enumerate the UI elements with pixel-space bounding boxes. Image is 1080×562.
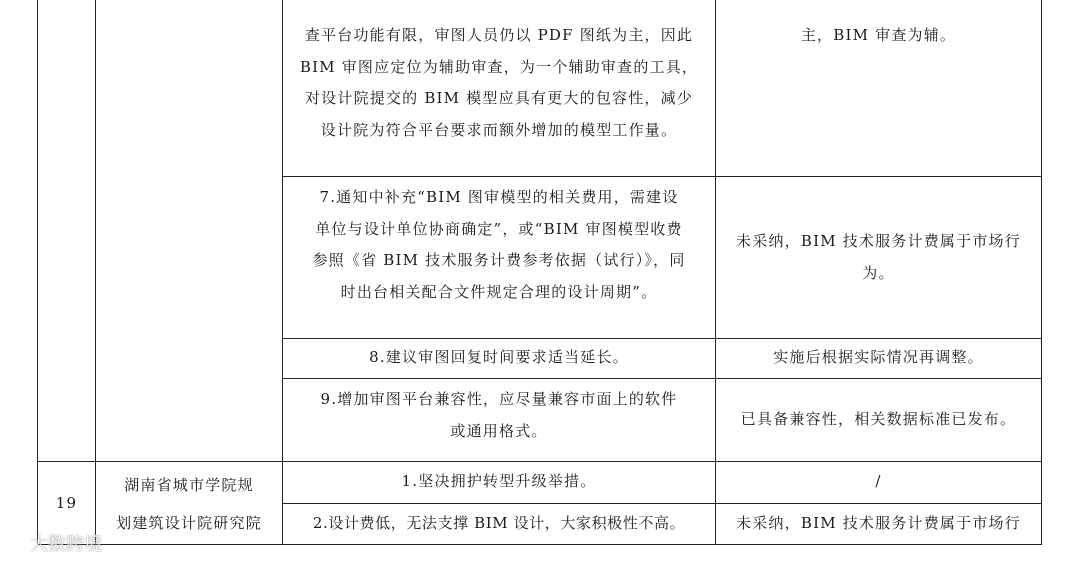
text-line: BIM 审图应定位为辅助审查，为一个辅助审查的工具， <box>299 57 699 76</box>
opinion-cell <box>283 182 715 308</box>
text-line: 9.增加审图平台兼容性，应尽量兼容市面上的软件 <box>320 390 678 408</box>
opinion-cell <box>283 384 715 447</box>
text-line: 未采纳，BIM 技术服务计费属于市场行 <box>736 232 1021 250</box>
text-line: 已具备兼容性，相关数据标准已发布。 <box>740 410 1017 428</box>
col-line <box>95 0 96 545</box>
text-line: 设计院为符合平台要求而额外增加的模型工作量。 <box>320 120 678 139</box>
reply-cell <box>716 508 1041 540</box>
reply-cell <box>716 226 1041 289</box>
reply-cell <box>716 466 1041 498</box>
text-line: 单位与设计单位协商确定”，或“BIM 审图模型收费 <box>315 219 683 238</box>
opinion-cell <box>283 466 715 498</box>
text-line: 1.坚决拥护转型升级举措。 <box>401 472 597 490</box>
text-line: 7.通知中补充“BIM 图审模型的相关费用，需建设 <box>319 188 679 206</box>
row-number <box>38 488 95 520</box>
opinion-cell <box>283 20 715 146</box>
watermark <box>4 530 102 556</box>
text-line: 参照《省 BIM 技术服务计费参考依据（试行）》，同 <box>312 251 686 269</box>
row-line <box>282 378 1042 379</box>
row-line <box>282 338 1042 339</box>
reply-cell <box>716 20 1041 52</box>
row-line <box>282 176 1042 177</box>
text-line: 2.设计费低，无法支撑 BIM 设计，大家积极性不高。 <box>312 514 686 532</box>
text-line: 或通用格式。 <box>450 421 548 440</box>
chat-bubble-logo-icon <box>4 534 26 552</box>
reply-cell <box>716 342 1041 374</box>
row-line <box>37 544 1042 545</box>
opinion-cell <box>283 508 715 540</box>
row-line <box>37 461 1042 462</box>
text-line: 19 <box>55 494 78 512</box>
opinion-cell <box>283 342 715 374</box>
row-line <box>282 503 1042 504</box>
col-line <box>1041 0 1042 545</box>
text-line: 查平台功能有限，审图人员仍以 PDF 图纸为主，因此 <box>304 26 694 44</box>
text-line: 8.建议审图回复时间要求适当延长。 <box>369 348 629 366</box>
reply-cell <box>716 404 1041 436</box>
text-line: 未采纳，BIM 技术服务计费属于市场行 <box>736 514 1021 532</box>
text-line: 实施后根据实际情况再调整。 <box>773 348 984 366</box>
watermark-text: 大数跨境 <box>30 534 102 555</box>
text-line: 主，BIM 审查为辅。 <box>800 26 957 44</box>
unit-cell <box>96 466 282 542</box>
text-line: 湖南省城市学院规 <box>124 476 254 494</box>
text-line: 对设计院提交的 BIM 模型应具有更大的包容性，减少 <box>304 89 694 107</box>
text-line: 为。 <box>862 263 895 282</box>
text-line: 时出台相关配合文件规定合理的设计周期”。 <box>340 282 658 301</box>
text-line: 划建筑设计院研究院 <box>116 514 262 532</box>
feedback-table <box>37 0 1042 545</box>
col-line <box>37 0 38 545</box>
text-line: / <box>875 472 882 490</box>
